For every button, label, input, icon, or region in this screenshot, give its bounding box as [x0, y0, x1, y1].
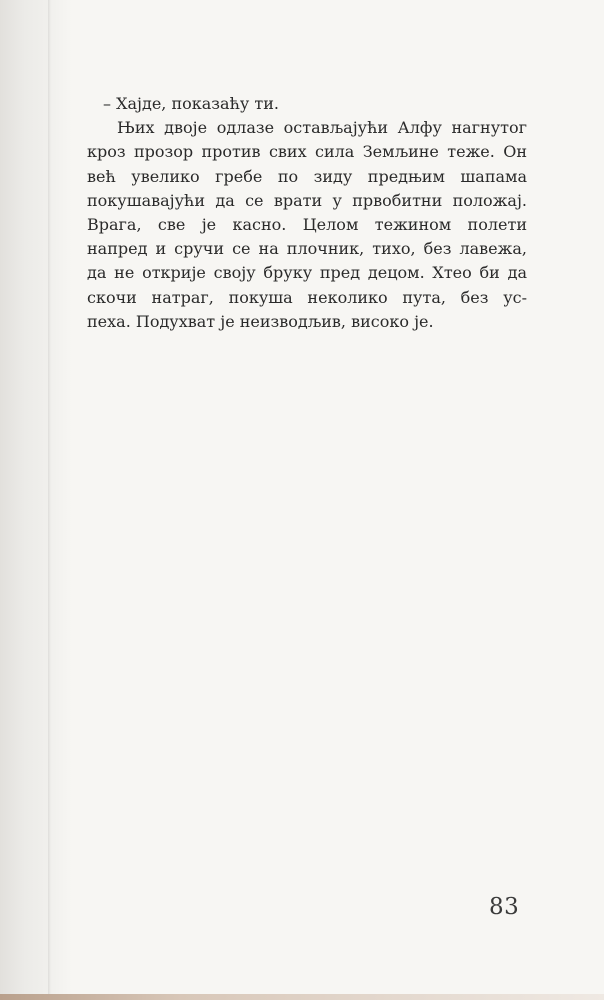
text-line: да не открије своју бруку пред децом. Хтео би да [87, 263, 527, 283]
page-number: 83 [489, 894, 520, 920]
text-line: пеха. Подухват је неизводљив, високо је. [87, 311, 434, 331]
page-bottom-edge [0, 994, 604, 1000]
text-line: скочи натраг, покуша неколико пута, без ус- [87, 287, 527, 307]
page-gutter-edge [48, 0, 51, 1000]
text-line: кроз прозор против свих сила Земљине теже. Он [87, 142, 527, 162]
text-line: већ увелико гребе по зиду предњим шапама [87, 166, 527, 186]
text-line: напред и сручи се на плочник, тихо, без лавежа, [87, 239, 527, 259]
text-line: Врага, све је касно. Целом тежином полети [87, 214, 527, 234]
dialogue-line: – Хајде, показаћу ти. [103, 94, 279, 113]
text-line: Њих двоје одлазе остављајући Алфу нагнутог [117, 118, 527, 138]
body-text [87, 92, 527, 334]
text-line: покушавајући да се врати у првобитни положај. [87, 190, 527, 210]
page-gutter-shadow [0, 0, 72, 1000]
